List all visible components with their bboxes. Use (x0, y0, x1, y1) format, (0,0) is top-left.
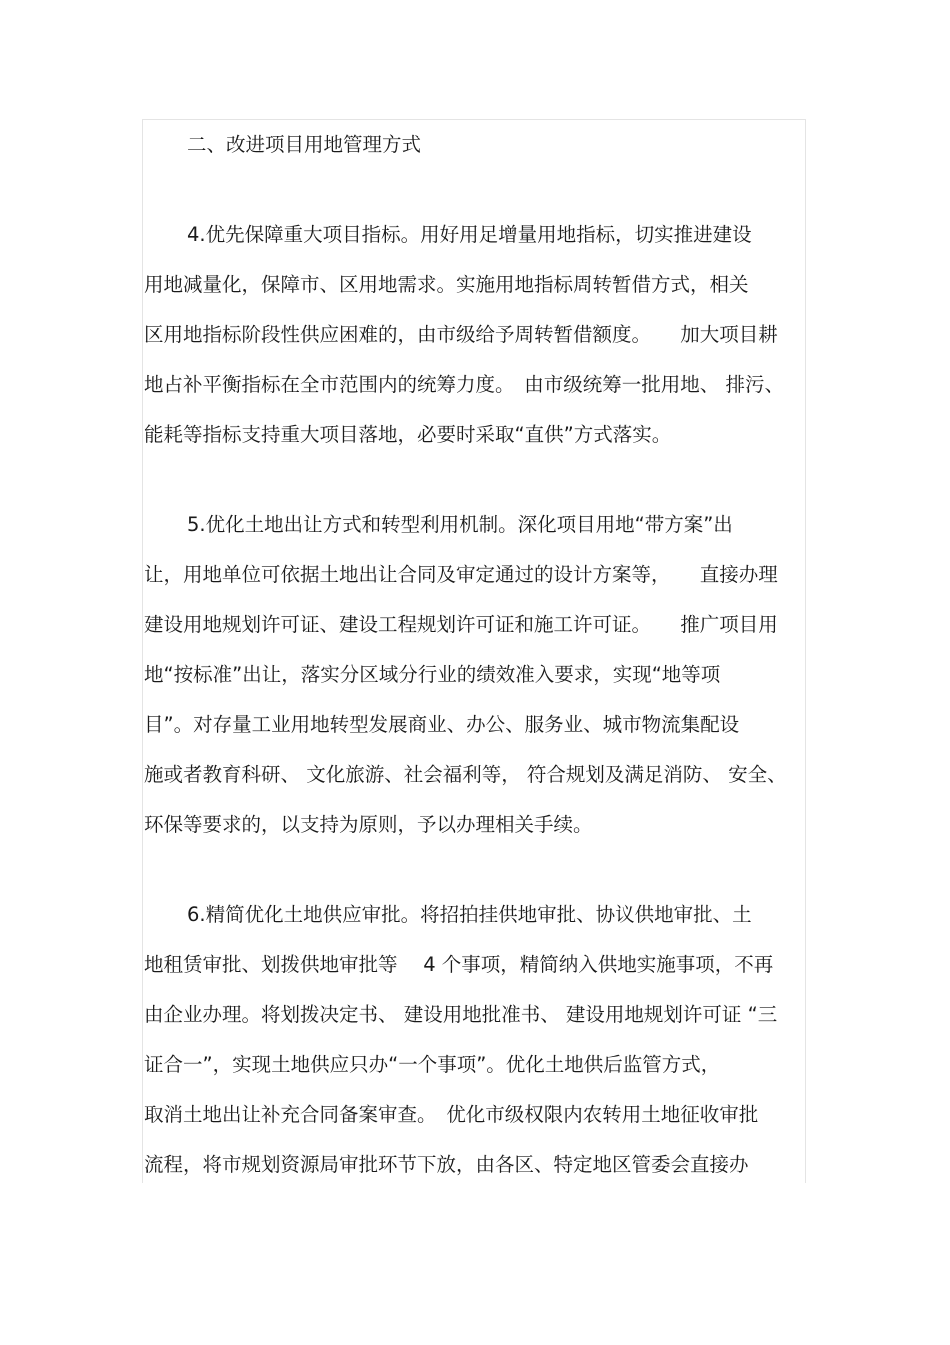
paragraph-4-line-3: 区用地指标阶段性供应困难的，由市级给予周转暂借额度。 加大项目耕 (144, 323, 778, 346)
paragraph-5-line-7: 环保等要求的，以支持为原则，予以办理相关手续。 (144, 813, 593, 836)
paragraph-5-line-5: 目”。对存量工业用地转型发展商业、办公、服务业、城市物流集配设 (144, 713, 740, 736)
paragraph-4-line-1: 4.优先保障重大项目指标。用好用足增量用地指标，切实推进建设 (187, 223, 752, 246)
paragraph-6-line-3: 由企业办理。将划拨决定书、 建设用地批准书、 建设用地规划许可证 “三 (144, 1003, 778, 1026)
paragraph-6-line-1: 6.精简优化土地供应审批。将招拍挂供地审批、协议供地审批、土 (187, 903, 752, 926)
paragraph-6-line-4: 证合一”，实现土地供应只办“一个事项”。优化土地供后监管方式， (144, 1053, 721, 1076)
paragraph-6-line-6: 流程，将市规划资源局审批环节下放，由各区、特定地区管委会直接办 (144, 1153, 749, 1176)
paragraph-5-line-6: 施或者教育科研、 文化旅游、社会福利等， 符合规划及满足消防、 安全、 (144, 763, 787, 786)
paragraph-6-line-2: 地租赁审批、划拨供地审批等 4 个事项，精简纳入供地实施事项，不再 (144, 953, 774, 976)
paragraph-5-line-2: 让，用地单位可依据土地出让合同及审定通过的设计方案等， 直接办理 (144, 563, 778, 586)
section-heading: 二、改进项目用地管理方式 (187, 133, 422, 156)
paragraph-4-line-2: 用地减量化，保障市、区用地需求。实施用地指标周转暂借方式，相关 (144, 273, 749, 296)
paragraph-5-line-4: 地“按标准”出让，落实分区域分行业的绩效准入要求，实现“地等项 (144, 663, 721, 686)
paragraph-4-line-5: 能耗等指标支持重大项目落地，必要时采取“直供”方式落实。 (144, 423, 672, 446)
paragraph-5-line-3: 建设用地规划许可证、建设工程规划许可证和施工许可证。 推广项目用 (144, 613, 778, 636)
paragraph-5-line-1: 5.优化土地出让方式和转型利用机制。深化项目用地“带方案”出 (187, 513, 733, 536)
paragraph-6-line-5: 取消土地出让补充合同备案审查。 优化市级权限内农转用土地征收审批 (144, 1103, 759, 1126)
paragraph-4-line-4: 地占补平衡指标在全市范围内的统筹力度。 由市级统筹一批用地、 排污、 (144, 373, 784, 396)
